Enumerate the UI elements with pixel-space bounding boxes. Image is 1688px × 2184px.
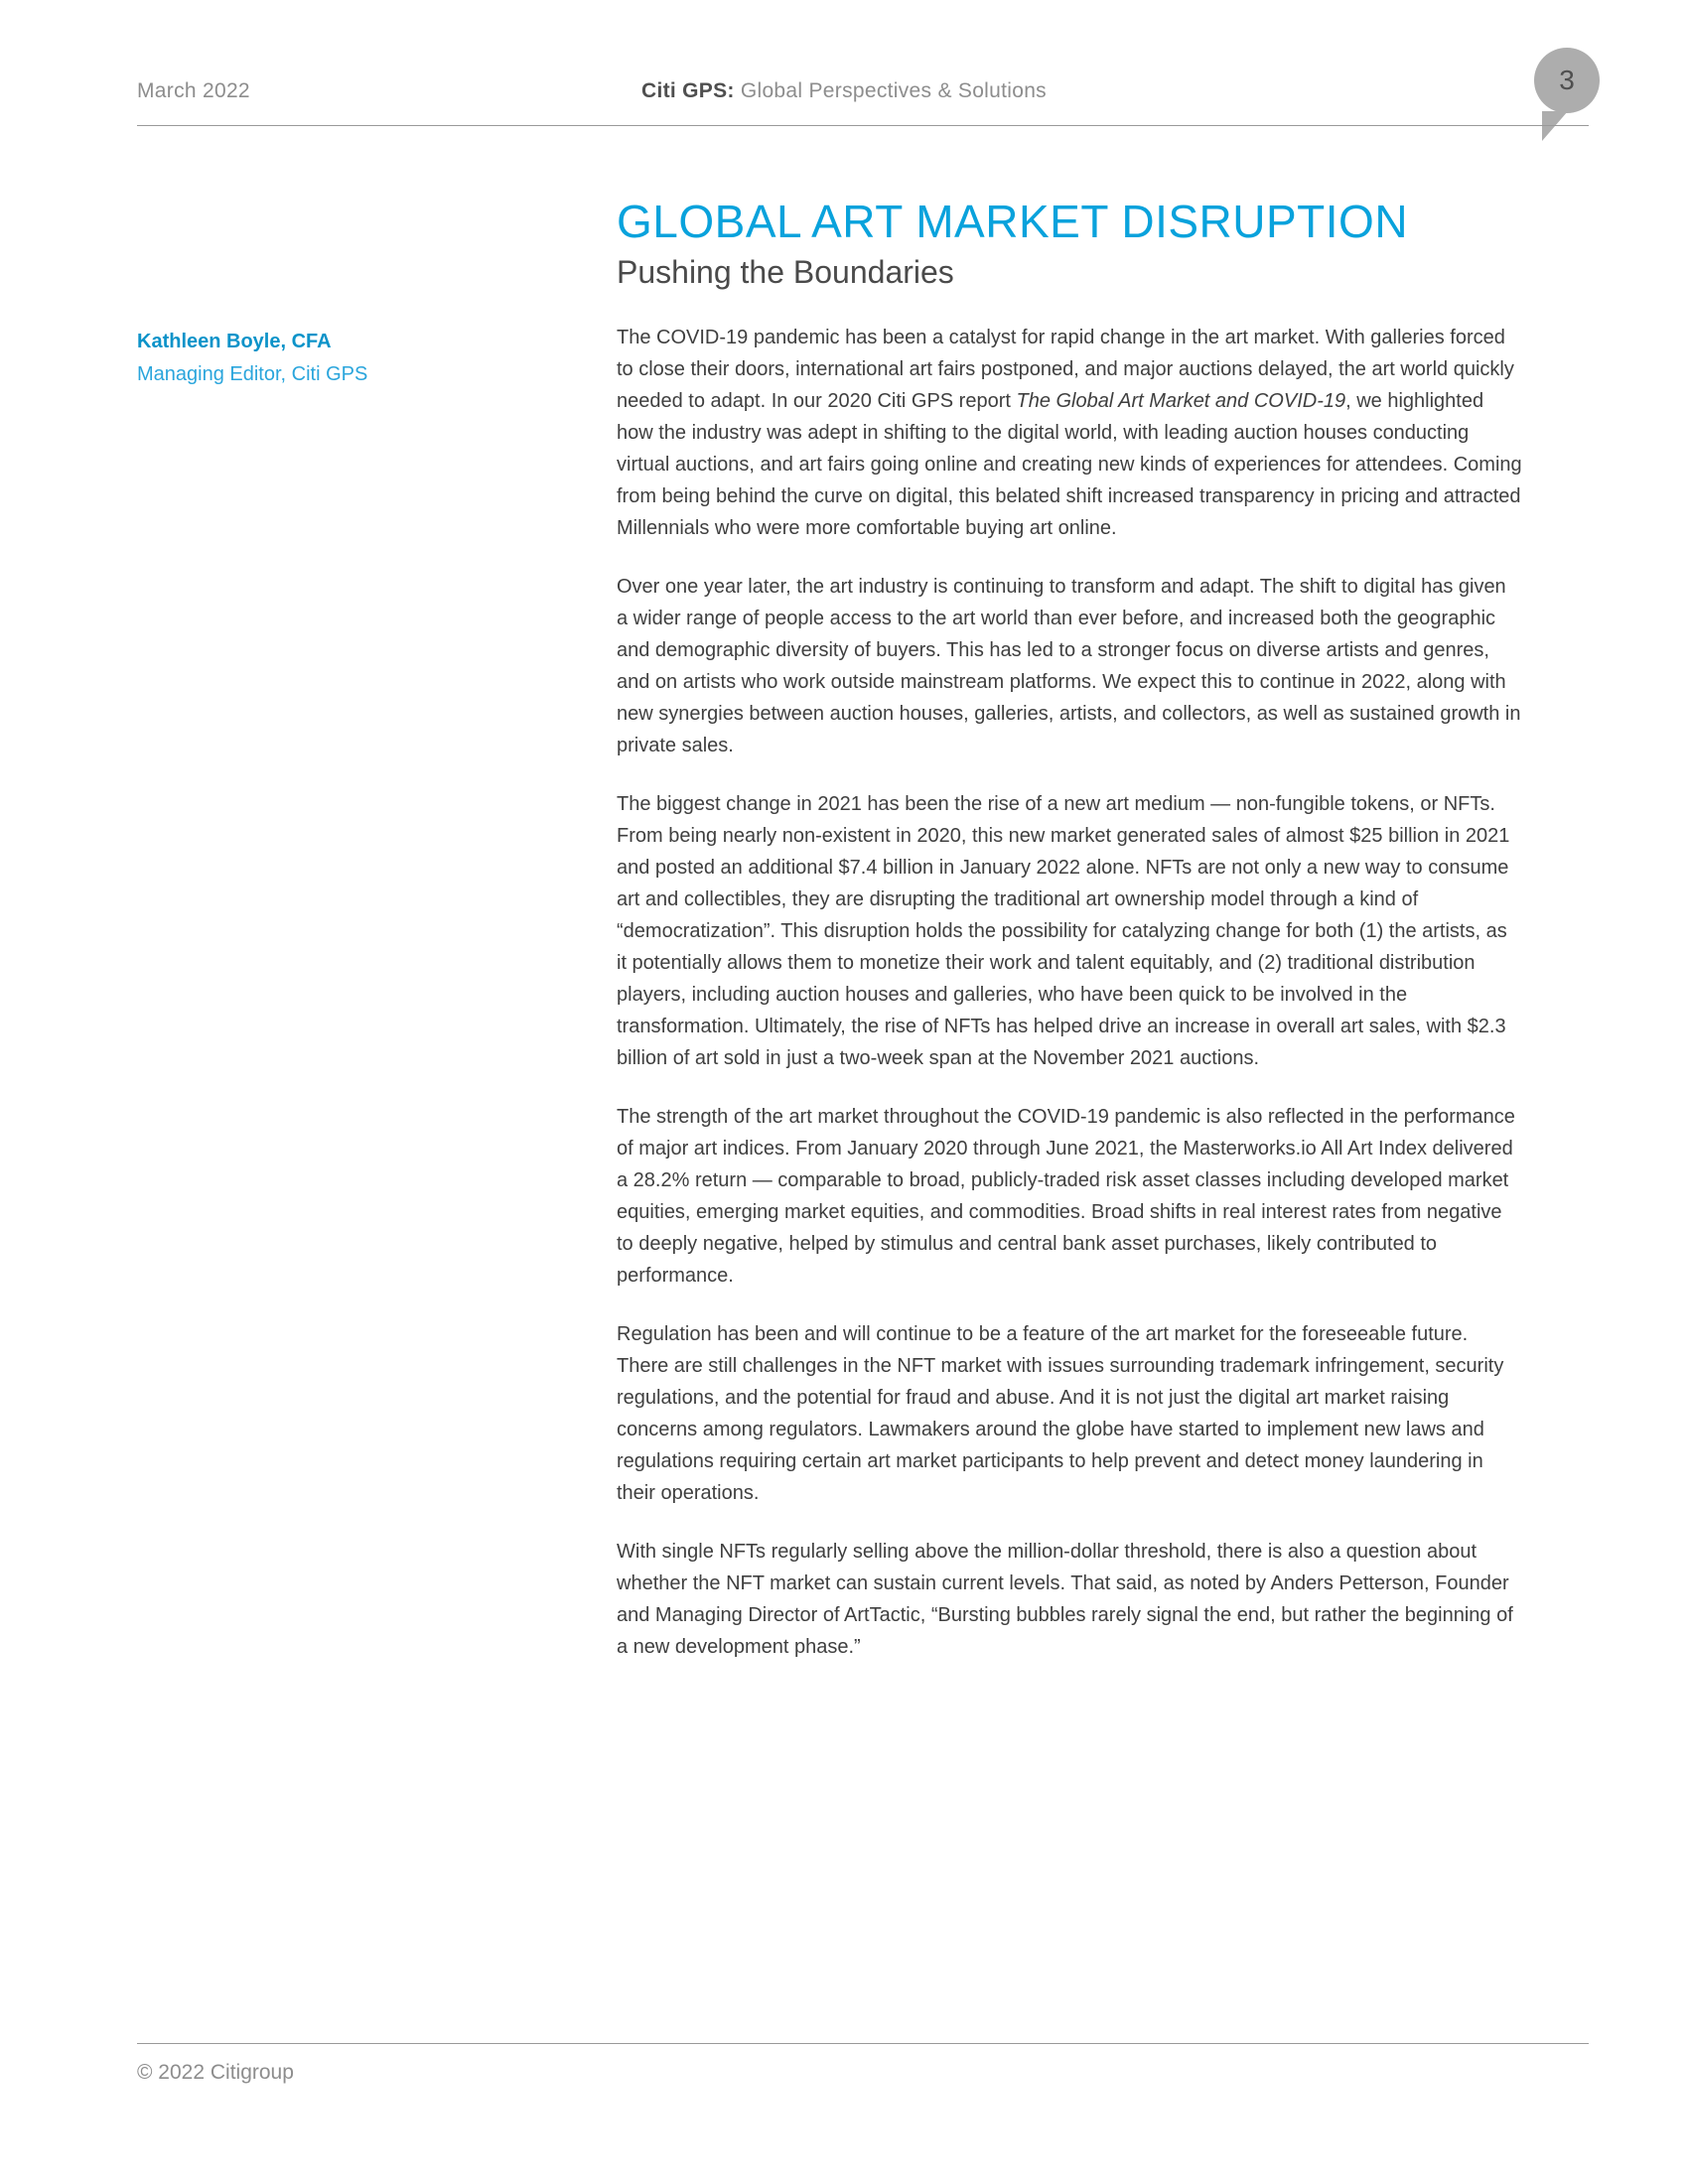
byline-name: Kathleen Boyle, CFA xyxy=(137,331,332,352)
page-subtitle: Pushing the Boundaries xyxy=(617,254,954,290)
header-date: March 2022 xyxy=(137,79,250,102)
paragraph: Regulation has been and will continue to be a feature of the art market for the foreseeable future. There are still challenges in the NFT market with issues surrounding trademark infringement, security regulations, and the potential for fraud and abuse. And it is not just the digital art market raising concerns among regulators. Lawmakers around the globe have started to implement new laws and regulations requiring certain art market participants to help prevent and detect money laundering in their operations. xyxy=(617,1323,1504,1504)
article-body xyxy=(617,322,1522,1690)
paragraph: The strength of the art market throughout the COVID-19 pandemic is also reflected in the performance of major art indices. From January 2020 through June 2021, the Masterworks.io All Art Index delivered a 28.2% return — comparable to broad, publicly-traded risk asset classes including developed market equities, emerging market equities, and commodities. Broad shifts in real interest rates from negative to deeply negative, helped by stimulus and central bank asset purchases, likely contributed to performance. xyxy=(617,1106,1515,1287)
paragraph-text: , we highlighted how the industry was adept in shifting to the digital world, with leading auction houses conducting virtual auctions, and art fairs going online and creating new kinds of experiences for attendees. Coming from being behind the curve on digital, this belated shift increased transparency in pricing and attracted Millennials who were more comfortable buying art online. xyxy=(617,390,1522,539)
page-number: 3 xyxy=(1534,48,1600,113)
header-brand-bold: Citi GPS: xyxy=(641,79,735,102)
speech-bubble-tail-icon xyxy=(1542,111,1568,141)
byline-role: Managing Editor, Citi GPS xyxy=(137,363,368,385)
page-title: GLOBAL ART MARKET DISRUPTION xyxy=(617,196,1409,247)
header-brand xyxy=(298,79,1390,103)
paragraph-text: The COVID-19 pandemic has been a catalyst for rapid change in the art market. With galleries forced to close their doors, international art fairs postponed, and major auctions delayed, the art world quickly needed to adapt. In our 2020 Citi GPS report xyxy=(617,327,1514,412)
footer-copyright: © 2022 Citigroup xyxy=(137,2061,294,2084)
paragraph: The biggest change in 2021 has been the rise of a new art medium — non-fungible tokens, or NFTs. From being nearly non-existent in 2020, this new market generated sales of almost $25 billion in 2021 and posted an additional $7.4 billion in January 2022 alone. NFTs are not only a new way to consume art and collectibles, they are disrupting the traditional art ownership model through a kind of “democratization”. This disruption holds the possibility for catalyzing change for both (1) the artists, as it potentially allows them to monetize their work and talent equitably, and (2) traditional distribution players, including auction houses and galleries, who have been quick to be involved in the transformation. Ultimately, the rise of NFTs has helped drive an increase in overall art sales, with $2.3 billion of art sold in just a two-week span at the November 2021 auctions. xyxy=(617,793,1510,1069)
byline xyxy=(137,326,574,391)
page-number-bubble xyxy=(1534,48,1600,113)
footer-divider xyxy=(137,2043,1589,2044)
paragraph: With single NFTs regularly selling above the million-dollar threshold, there is also a question about whether the NFT market can sustain current levels. That said, as noted by Anders Petterson, Founder and Managing Director of ArtTactic, “Bursting bubbles rarely signal the end, but rather the beginning of a new development phase.” xyxy=(617,1541,1513,1658)
report-title-italic: The Global Art Market and COVID-19 xyxy=(1016,390,1346,412)
paragraph: Over one year later, the art industry is continuing to transform and adapt. The shift to digital has given a wider range of people access to the art world than ever before, and increased both the geographic and demographic diversity of buyers. This has led to a stronger focus on diverse artists and genres, and on artists who work outside mainstream platforms. We expect this to continue in 2022, along with new synergies between auction houses, galleries, artists, and collectors, as well as sustained growth in private sales. xyxy=(617,576,1521,756)
paragraph xyxy=(617,322,1522,544)
header-brand-rest: Global Perspectives & Solutions xyxy=(734,79,1047,102)
header-divider xyxy=(137,125,1589,126)
